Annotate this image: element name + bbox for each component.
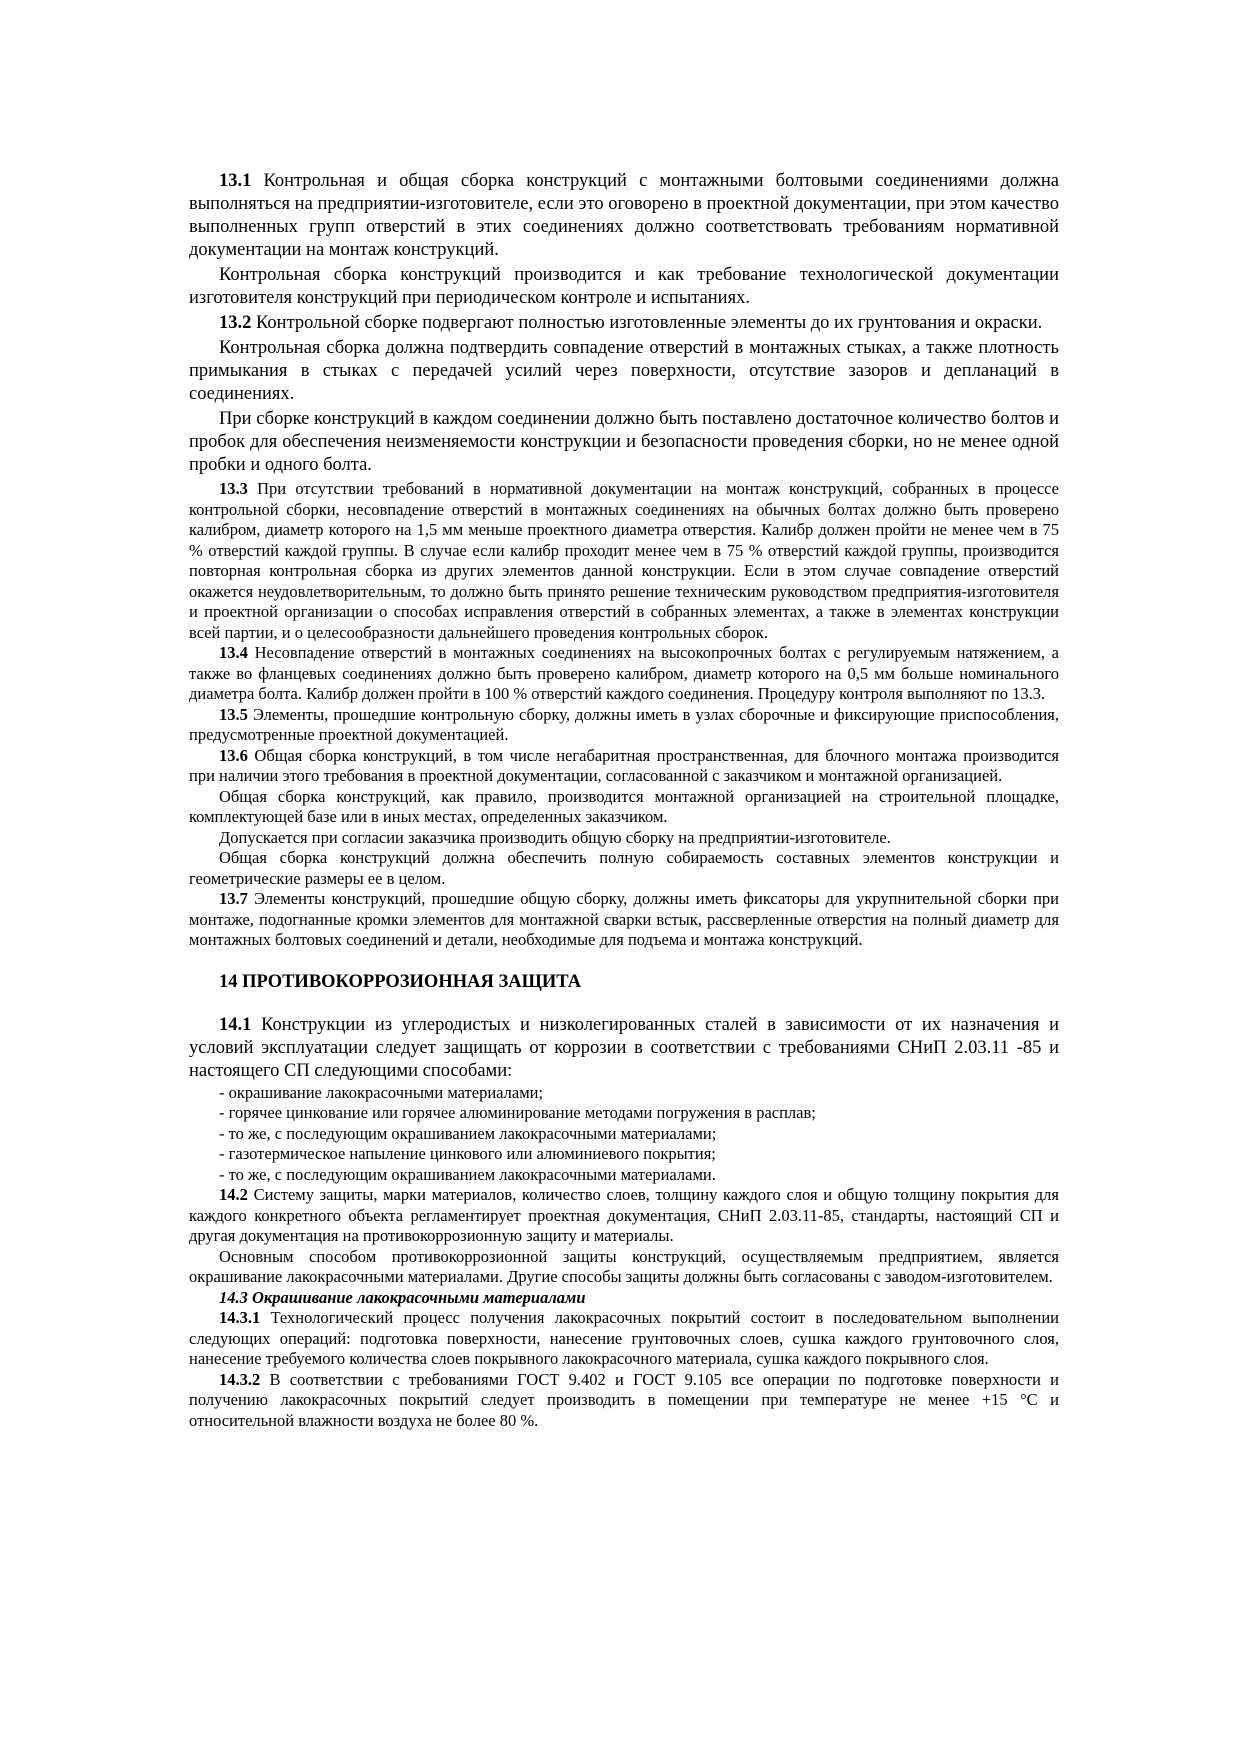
paragraph-13-3	[189, 479, 1059, 643]
paragraph-14-3-2	[189, 1370, 1059, 1432]
clause-number: 13.5	[219, 704, 248, 724]
protection-methods-list	[189, 1083, 1059, 1186]
paragraph-text: Общая сборка конструкций, в том числе негабаритная пространственная, для блочного монтажа производится при наличии этого требования в проектной документации, согласованной с заказчиком и монтажной организацией.	[189, 745, 1059, 785]
document-page	[189, 170, 1059, 1431]
clause-number: 13.3	[219, 479, 248, 498]
clause-number: 13.7	[219, 889, 248, 908]
clause-number: 14.3.2	[219, 1369, 261, 1389]
paragraph-text: Систему защиты, марки материалов, количество слоев, толщину каждого слоя и общую толщину покрытия для каждого конкретного объекта регламентирует проектная документация, СНиП 2.03.11-85, стандарты, настоящий СП и другая документация на противокоррозионную защиту и материалы.	[189, 1185, 1059, 1245]
paragraph-13-2-c: При сборке конструкций в каждом соединении должно быть поставлено достаточное количество болтов и пробок для обеспечения неизменяемости конструкции и безопасности проведения сборки, но не менее одной пробки и одного болта.	[189, 409, 1059, 475]
list-item: - то же, с последующим окрашиванием лакокрасочными материалами.	[219, 1164, 716, 1184]
clause-number: 13.2	[219, 313, 252, 333]
paragraph-13-6-c: Допускается при согласии заказчика производить общую сборку на предприятии-изготовителе.	[219, 827, 891, 847]
paragraph-13-1-b: Контрольная сборка конструкций производится и как требование технологической документации изготовителя конструкций при периодическом контроле и испытаниях.	[189, 265, 1059, 308]
clause-number: 14.2	[219, 1185, 248, 1204]
paragraph-13-2-b: Контрольная сборка должна подтвердить совпадение отверстий в монтажных стыках, а также плотность примыкания в стыках с передачей усилий через поверхности, отсутствие зазоров и депланаций в соединениях.	[189, 338, 1059, 404]
paragraph-13-6-d: Общая сборка конструкций должна обеспечить полную собираемость составных элементов конструкции и геометрические размеры ее в целом.	[189, 848, 1059, 888]
paragraph-13-2	[189, 312, 1059, 335]
paragraph-text: При отсутствии требований в нормативной документации на монтаж конструкций, собранных в процессе контрольной сборки, несовпадение отверстий в монтажных соединениях на обычных болтах должно быть проверено калибром, диаметр которого на 1,5 мм меньше проектного диаметра отверстия. Калибр должен пройти не менее чем в 75 % отверстий каждой группы. В случае если калибр проходит менее чем в 75 % отверстий каждой группы, производится повторная контрольная сборка из других элементов данной конструкции. Если в этом случае совпадение отверстий окажется неудовлетворительным, то должно быть принято решение техническим руководством предприятия-изготовителя и проектной организации о способах исправления отверстий в собранных элементах, а также в элементах конструкции всей партии, и о целесообразности дальнейшего проведения контрольных сборок.	[189, 479, 1059, 642]
paragraph-13-4	[189, 643, 1059, 705]
subsection-heading-14-3: 14.3 Окрашивание лакокрасочными материалами	[219, 1287, 586, 1307]
clause-number: 13.4	[219, 643, 248, 662]
clause-number: 13.6	[219, 745, 248, 765]
paragraph-13-1	[189, 170, 1059, 262]
paragraph-text: Контрольной сборке подвергают полностью изготовленные элементы до их грунтования и окраски.	[251, 313, 1043, 333]
list-item: - окрашивание лакокрасочными материалами;	[219, 1082, 544, 1102]
paragraph-13-6-b: Общая сборка конструкций, как правило, производится монтажной организацией на строительной площадке, комплектующей базе или в иных местах, определенных заказчиком.	[189, 786, 1059, 826]
paragraph-text: Контрольная и общая сборка конструкций с монтажными болтовыми соединениями должна выполняться на предприятии-изготовителе, если это оговорено в проектной документации, при этом качество выполненных групп отверстий в этих соединениях должно соответствовать требованиям нормативной документации на монтаж конструкций.	[189, 171, 1059, 260]
clause-number: 13.1	[219, 171, 252, 191]
paragraph-text: Элементы конструкций, прошедшие общую сборку, должны иметь фиксаторы для укрупнительной сборки при монтаже, подогнанные кромки элементов для монтажной сварки встык, рассверленные отверстия на полный диаметр для монтажных болтовых соединений и детали, необходимые для подъема и монтажа конструкций.	[189, 889, 1059, 949]
paragraph-13-7	[189, 889, 1059, 951]
paragraph-14-2	[189, 1185, 1059, 1247]
clause-number: 14.3.1	[219, 1308, 261, 1327]
paragraph-text: Конструкции из углеродистых и низколегированных сталей в зависимости от их назначения и условий эксплуатации следует защищать от коррозии в соответствии с требованиями СНиП 2.03.11 -85 и настоящего СП следующими способами:	[189, 1014, 1059, 1081]
section-heading-14: 14 ПРОТИВОКОРРОЗИОННАЯ ЗАЩИТА	[219, 971, 582, 992]
paragraph-text: В соответствии с требованиями ГОСТ 9.402 и ГОСТ 9.105 все операции по подготовке поверхности и получению лакокрасочных покрытий следует производить в помещении при температуре не менее +15 °С и относительной влажности воздуха не более 80 %.	[189, 1369, 1059, 1430]
paragraph-14-1	[189, 1014, 1059, 1083]
list-item: - то же, с последующим окрашиванием лакокрасочными материалами;	[219, 1123, 717, 1143]
paragraph-text: Технологический процесс получения лакокрасочных покрытий состоит в последовательном выполнении следующих операций: подготовка поверхности, нанесение грунтовочных слоев, сушка каждого грунтовочного слоя, нанесение требуемого количества слоев покрывного лакокрасочного материала, сушка каждого покрывного слоя.	[189, 1308, 1059, 1368]
list-item: - горячее цинкование или горячее алюминирование методами погружения в расплав;	[219, 1103, 816, 1122]
paragraph-14-3-1	[189, 1308, 1059, 1370]
paragraph-13-6	[189, 746, 1059, 787]
paragraph-14-2-b: Основным способом противокоррозионной защиты конструкций, осуществляемым предприятием, является окрашивание лакокрасочными материалами. Другие способы защиты должны быть согласованы с заводом-изготовителем.	[189, 1246, 1059, 1286]
paragraph-13-5	[189, 705, 1059, 746]
clause-number: 14.1	[219, 1014, 252, 1035]
list-item: - газотермическое напыление цинкового или алюминиевого покрытия;	[219, 1144, 716, 1163]
paragraph-text: Элементы, прошедшие контрольную сборку, должны иметь в узлах сборочные и фиксирующие приспособления, предусмотренные проектной документацией.	[189, 704, 1059, 744]
paragraph-text: Несовпадение отверстий в монтажных соединениях на высокопрочных болтах с регулируемым натяжением, а также во фланцевых соединениях должно быть проверено калибром, диаметр которого на 0,5 мм больше номинального диаметра болта. Калибр должен пройти в 100 % отверстий каждого соединения. Процедуру контроля выполняют по 13.3.	[189, 643, 1059, 703]
